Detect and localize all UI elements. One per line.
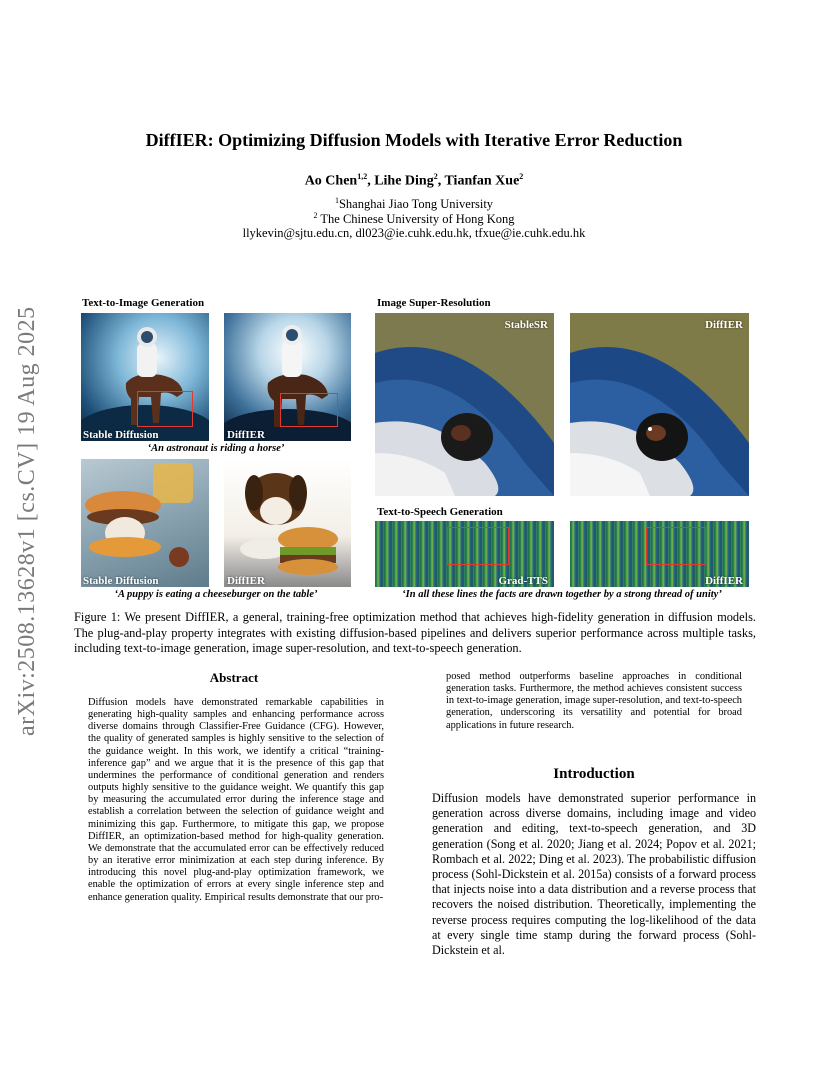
- affiliation-2: [0, 211, 828, 227]
- prompt-speech: ‘In all these lines the facts are drawn together by a strong thread of unity’: [402, 589, 722, 600]
- affiliation-1-name: Shanghai Jiao Tong University: [338, 197, 494, 212]
- label-diffier: DiffIER: [227, 575, 265, 587]
- label-diffier: DiffIER: [705, 319, 743, 331]
- prompt-puppy: ‘A puppy is eating a cheeseburger on the table’: [114, 589, 318, 600]
- author-1-affil: 1,2: [357, 172, 368, 181]
- introduction-text: Diffusion models have demonstrated superior performance in generation across diverse domains, including image and video generation and editing, text-to-speech generation, and 3D generation (Song et al. 2020; Jiang et al. 2024; Popov et al. 2021; Rombach et al. 2022; Ding et al. 2023). The probabilistic diffusion process (Sohl-Dickstein et al. 2015a) consists of a forward process that injects noise into a data distribution and a reverse process that recovers the noised distribution. Theoretically, implementing the reverse process requires computing the log-likelihood of the data at every single time stamp during the forward process (Sohl-Dickstein et al.: [432, 791, 756, 958]
- paper-title: DiffIER: Optimizing Diffusion Models with Iterative Error Reduction: [145, 130, 683, 150]
- figure-caption: Figure 1: We present DiffIER, a general, training-free optimization method that achieves high-fidelity generation in diffusion models. The plug-and-play property integrates with existing diffusion-based pipelines and delivers superior performance across multiple tasks, including text-to-image generation, image super-resolution, and text-to-speech generation.: [74, 610, 756, 655]
- author-2: Lihe Ding: [374, 173, 434, 189]
- author-3-affil: 2: [519, 172, 524, 181]
- tts-heading: Text-to-Speech Generation: [377, 506, 503, 518]
- highlight-box: [447, 527, 509, 565]
- label-diffier: DiffIER: [705, 575, 743, 587]
- gradtts-spectrogram: [375, 521, 554, 587]
- sr-heading: Image Super-Resolution: [377, 297, 491, 309]
- author-2-affil: 2: [433, 172, 438, 181]
- author-3: Tianfan Xue: [444, 173, 520, 189]
- label-diffier: DiffIER: [227, 429, 265, 441]
- puppy-stable-diffusion-image: [81, 459, 209, 587]
- highlight-box: [137, 391, 193, 427]
- author-emails: llykevin@sjtu.edu.cn, dl023@ie.cuhk.edu.hk, tfxue@ie.cuhk.edu.hk: [242, 226, 586, 240]
- label-stable-diffusion: Stable Diffusion: [83, 429, 159, 441]
- affiliation-1-mark: 1: [334, 196, 339, 205]
- abstract-heading: Abstract: [209, 670, 259, 685]
- abstract-text-right: posed method outperforms baseline approaches in conditional generation tasks. Furthermore, the method achieves consistent success in text-to-image generation, image super-resolution, and text-to-speech generation, underscoring its versatility and potential for broad applications in future research.: [446, 671, 742, 731]
- affiliation-2-mark: 2: [313, 211, 318, 220]
- stablesr-image: [375, 313, 554, 496]
- author-list: Ao Chen$^{1,2}$, Lihe Ding$^2$, Tianfan Xue$^2$: [304, 172, 524, 189]
- tts-diffier-spectrogram: [570, 521, 749, 587]
- arxiv-identifier: arXiv:2508.13628v1 [cs.CV] 19 Aug 2025: [14, 306, 40, 736]
- highlight-box: [280, 393, 338, 427]
- affiliation-1: [0, 196, 828, 212]
- abstract-text-left: Diffusion models have demonstrated remarkable capabilities in generating high-quality samples and enhancing performance across diverse domains through Classifier-Free Guidance (CFG). However, the quality of generated samples is highly sensitive to the selection of the guidance weight. In this work, we identify a critical “training-inference gap” and we argue that it is the presence of this gap that undermines the performance of conditional generation and renders outputs highly sensitive to the guidance weight. We quantify this gap by measuring the accumulated error during the inference stage and establish a correlation between the selection of guidance weight and minimizing this gap. Furthermore, to mitigate this gap, we propose DiffIER, an optimization-based method for high-quality generation. We demonstrate that the accumulated error can be effectively reduced by an iterative error minimization at each step during inference. By introducing this novel plug-and-play optimization framework, we enable the optimization of errors at every single inference step and enhance generation quality. Empirical results demonstrate that our pro-: [88, 697, 384, 903]
- astronaut-stable-diffusion-image: [81, 313, 209, 441]
- label-gradtts: Grad-TTS: [498, 575, 548, 587]
- introduction-heading: Introduction: [553, 766, 635, 782]
- prompt-astronaut: ‘An astronaut is riding a horse’: [147, 443, 285, 454]
- highlight-box: [646, 527, 706, 565]
- sr-diffier-image: [570, 313, 749, 496]
- label-stablesr: StableSR: [504, 319, 548, 331]
- t2i-heading: Text-to-Image Generation: [82, 297, 205, 309]
- label-stable-diffusion: Stable Diffusion: [83, 575, 159, 587]
- astronaut-diffier-image: [224, 313, 351, 441]
- author-1: Ao Chen: [304, 173, 358, 189]
- affiliation-2-name: The Chinese University of Hong Kong: [320, 212, 515, 227]
- puppy-diffier-image: [224, 459, 351, 587]
